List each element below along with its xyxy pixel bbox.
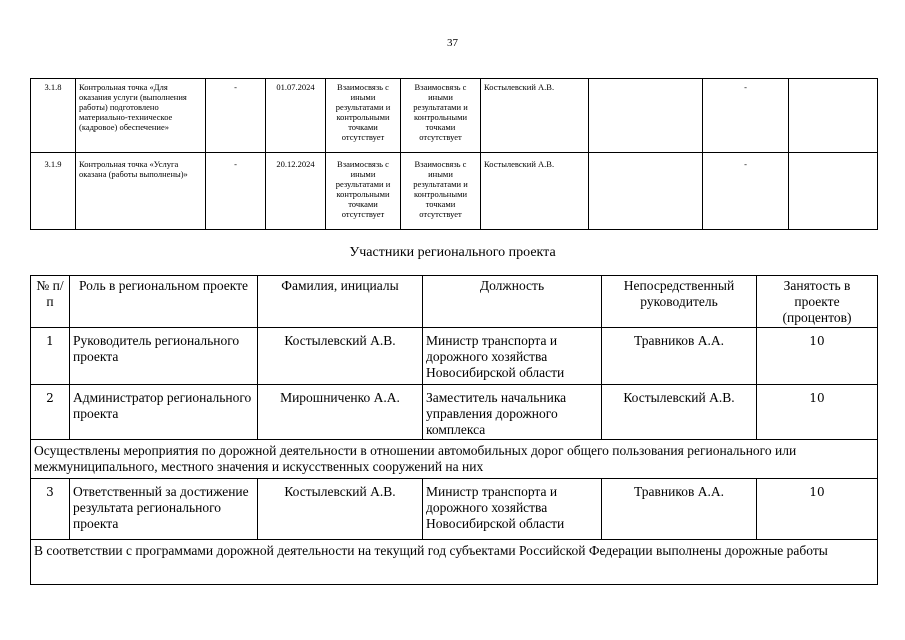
participant-name: Костылевский А.В.	[258, 479, 423, 540]
participant-load: 10	[757, 385, 878, 440]
participant-num: 1	[31, 328, 70, 385]
participant-load: 10	[757, 328, 878, 385]
cp-link-1: Взаимосвязь с иными результатами и контрольными точками отсутствует	[326, 79, 401, 153]
participant-num: 2	[31, 385, 70, 440]
cp-col9: -	[703, 153, 789, 230]
participant-position: Министр транспорта и дорожного хозяйства Новосибирской области	[423, 328, 602, 385]
participant-name: Мирошниченко А.А.	[258, 385, 423, 440]
cp-responsible: Костылевский А.В.	[481, 153, 589, 230]
participant-role: Ответственный за достижение результата регионального проекта	[70, 479, 258, 540]
result-row	[31, 440, 878, 479]
cp-col9: -	[703, 79, 789, 153]
cp-number: 3.1.9	[31, 153, 76, 230]
participant-num: 3	[31, 479, 70, 540]
header-row	[31, 276, 878, 328]
header-name: Фамилия, инициалы	[258, 276, 423, 328]
result-text: Осуществлены мероприятия по дорожной деятельности в отношении автомобильных дорог общего пользования регионального или межмуниципального, местного значения и искусственных сооружений на них	[31, 440, 878, 479]
cp-number: 3.1.8	[31, 79, 76, 153]
cp-empty	[589, 153, 703, 230]
cp-link-1: Взаимосвязь с иными результатами и контрольными точками отсутствует	[326, 153, 401, 230]
participants-table	[30, 275, 878, 585]
cp-link-2: Взаимосвязь с иными результатами и контрольными точками отсутствует	[401, 153, 481, 230]
header-role: Роль в региональном проекте	[70, 276, 258, 328]
participant-role: Администратор регионального проекта	[70, 385, 258, 440]
participant-row	[31, 385, 878, 440]
cp-empty	[589, 79, 703, 153]
page-number: 37	[447, 37, 458, 49]
cp-name: Контрольная точка «Услуга оказана (работы выполнены)»	[76, 153, 206, 230]
participant-row	[31, 328, 878, 385]
participant-position: Заместитель начальника управления дорожного комплекса	[423, 385, 602, 440]
participant-supervisor: Травников А.А.	[602, 479, 757, 540]
header-supervisor: Непосредственный руководитель	[602, 276, 757, 328]
cp-link-2: Взаимосвязь с иными результатами и контрольными точками отсутствует	[401, 79, 481, 153]
header-load: Занятость в проекте (процентов)	[757, 276, 878, 328]
cp-empty	[789, 79, 878, 153]
cp-responsible: Костылевский А.В.	[481, 79, 589, 153]
section-title: Участники регионального проекта	[349, 245, 556, 260]
cp-col3: -	[206, 153, 266, 230]
result-row	[31, 540, 878, 585]
participant-supervisor: Травников А.А.	[602, 328, 757, 385]
participant-row	[31, 479, 878, 540]
cp-date: 20.12.2024	[266, 153, 326, 230]
participant-position: Министр транспорта и дорожного хозяйства Новосибирской области	[423, 479, 602, 540]
participant-supervisor: Костылевский А.В.	[602, 385, 757, 440]
cp-col3: -	[206, 79, 266, 153]
control-point-row	[31, 79, 878, 153]
cp-date: 01.07.2024	[266, 79, 326, 153]
cp-name: Контрольная точка «Для оказания услуги (выполнения работы) подготовлено материально-техническое (кадровое) обеспечение»	[76, 79, 206, 153]
participant-role: Руководитель регионального проекта	[70, 328, 258, 385]
header-num: № п/п	[31, 276, 70, 328]
result-text: В соответствии с программами дорожной деятельности на текущий год субъектами Российской Федерации выполнены дорожные работы	[31, 540, 878, 585]
header-position: Должность	[423, 276, 602, 328]
control-points-table	[30, 78, 878, 230]
participant-name: Костылевский А.В.	[258, 328, 423, 385]
control-point-row	[31, 153, 878, 230]
cp-empty	[789, 153, 878, 230]
participant-load: 10	[757, 479, 878, 540]
